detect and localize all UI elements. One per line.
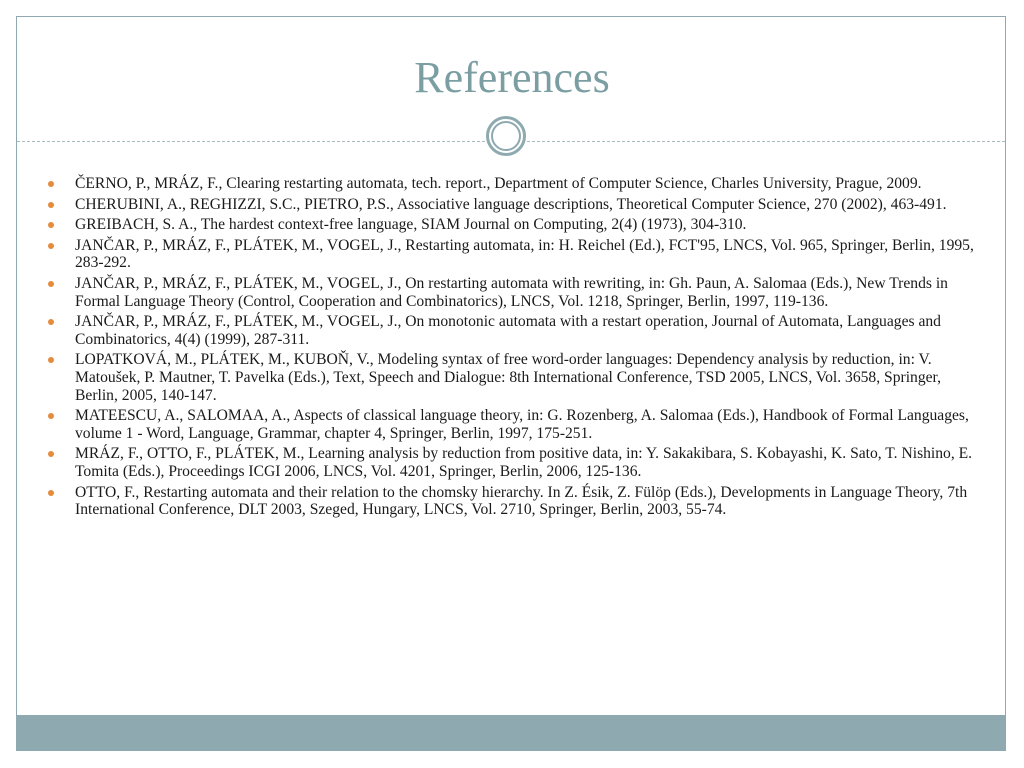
slide-title: References [414,53,610,102]
bullet-icon [48,181,54,187]
reference-item [48,216,983,234]
reference-item [48,237,983,272]
bullet-icon [48,222,54,228]
bullet-icon [48,281,54,287]
reference-text: JANČAR, P., MRÁZ, F., PLÁTEK, M., VOGEL, J., Restarting automata, in: H. Reichel (Ed.), FCT'95, LNCS, Vol. 965, Springer, Berlin, 1995, 283-292. [75,236,974,272]
reference-item [48,313,983,348]
reference-text: GREIBACH, S. A., The hardest context-free language, SIAM Journal on Computing, 2(4) (1973), 304-310. [75,216,747,234]
bullet-icon [48,202,54,208]
divider-ring-icon [486,116,526,156]
bullet-icon [48,319,54,325]
reference-text: JANČAR, P., MRÁZ, F., PLÁTEK, M., VOGEL, J., On monotonic automata with a restart operation, Journal of Automata, Languages and Combinatorics, 4(4) (1999), 287-311. [75,313,941,348]
reference-list [48,175,983,522]
reference-item [48,175,983,193]
reference-item [48,196,983,214]
reference-item [48,484,983,519]
bullet-icon [48,243,54,249]
reference-item [48,407,983,442]
reference-text: MATEESCU, A., SALOMAA, A., Aspects of classical language theory, in: G. Rozenberg, A. Salomaa (Eds.), Handbook of Formal Languages, volume 1 - Word, Language, Grammar, chapter 4, Springer, Berlin, 1997, 175-251. [75,407,969,442]
reference-text: ČERNO, P., MRÁZ, F., Clearing restarting automata, tech. report., Department of Computer Science, Charles University, Prague, 2009. [75,175,922,192]
reference-item [48,351,983,404]
bullet-icon [48,357,54,363]
reference-text: MRÁZ, F., OTTO, F., PLÁTEK, M., Learning analysis by reduction from positive data, in: Y. Sakakibara, S. Kobayashi, K. Sato, T. Nishino, E. Tomita (Eds.), Proceedings ICGI 2006, LNCS, Vol. 4201, Springer, Berlin, 2006, 125-136. [75,445,973,480]
bullet-icon [48,490,54,496]
footer-bar [17,715,1005,750]
reference-text: LOPATKOVÁ, M., PLÁTEK, M., KUBOŇ, V., Modeling syntax of free word-order languages: Dependency analysis by reduction, in: V. Matoušek, P. Mautner, T. Pavelka (Eds.), Text, Speech and Dialogue: 8th International Conference, TSD 2005, LNCS, Vol. 3658, Springer, Berlin, 2005, 140-147. [75,351,942,404]
reference-item [48,275,983,310]
bullet-icon [48,451,54,457]
reference-item [48,445,983,480]
reference-text: CHERUBINI, A., REGHIZZI, S.C., PIETRO, P.S., Associative language descriptions, Theoretical Computer Science, 270 (2002), 463-491. [75,195,947,213]
bullet-icon [48,413,54,419]
reference-text: JANČAR, P., MRÁZ, F., PLÁTEK, M., VOGEL, J., On restarting automata with rewriting, in: Gh. Paun, A. Salomaa (Eds.), New Trends in Formal Language Theory (Control, Cooperation and Combinatorics), LNCS, Vol. 1218, Springer, Berlin, 1997, 119-136. [75,274,948,310]
reference-text: OTTO, F., Restarting automata and their relation to the chomsky hierarchy. In Z. Ésik, Z. Fülöp (Eds.), Developments in Language Theory, 7th International Conference, DLT 2003, Szeged, Hungary, LNCS, Vol. 2710, Springer, Berlin, 2003, 55-74. [75,483,968,519]
